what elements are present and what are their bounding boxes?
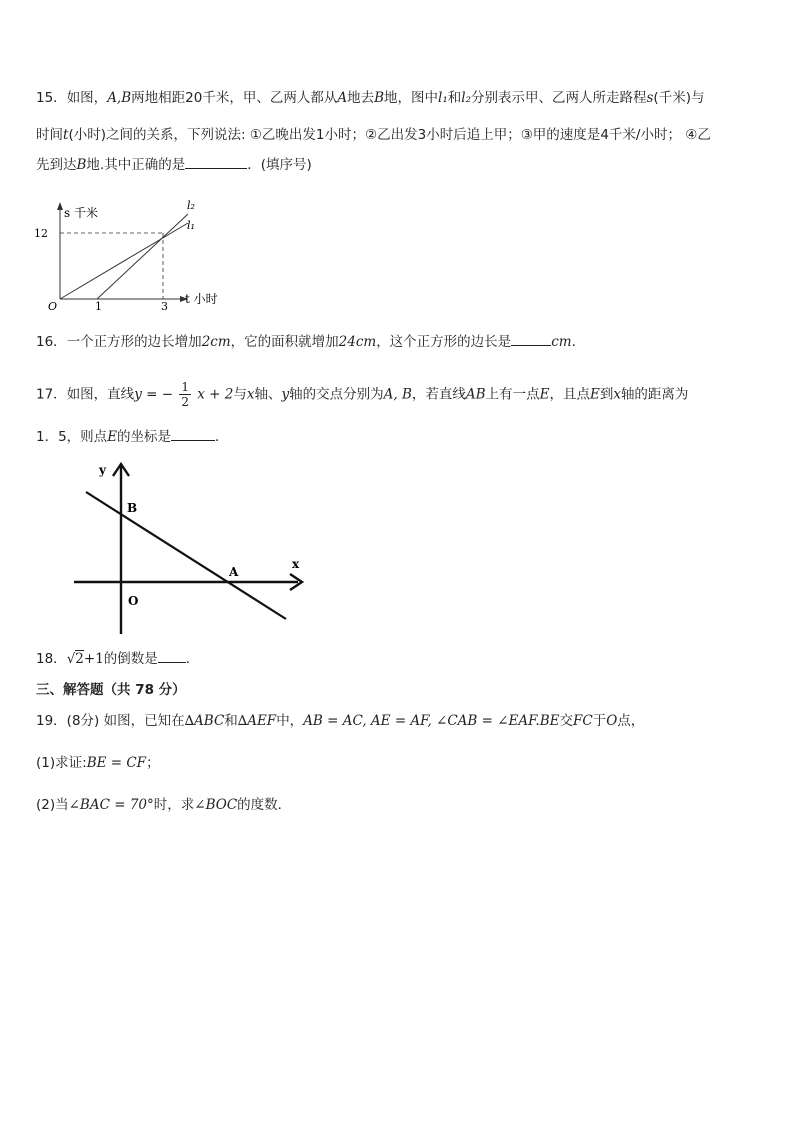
origin-label: O xyxy=(128,594,139,608)
line-l2 xyxy=(97,214,188,299)
question-number: 16． xyxy=(36,334,67,350)
question-number: 18． xyxy=(36,651,67,667)
x-tick-3: 3 xyxy=(161,300,168,313)
q15-line-1: 15．如图，A,B两地相距20千米，甲、乙两人都从A地去B地，图中l₁和l₂分别表示甲、乙两人所走路程s(千米)与 xyxy=(36,90,705,106)
q18-line: 18．√2+1的倒数是 . xyxy=(36,651,191,667)
q17-line-2: 1．5，则点E的坐标是 ． xyxy=(36,429,229,445)
q19-part-2: (2)当∠BAC = 70°时，求∠BOC的度数． xyxy=(36,797,292,813)
x-tick-1: 1 xyxy=(95,300,102,313)
radicand: 2 xyxy=(75,651,84,667)
section-heading: 三、解答题（共 78 分） xyxy=(36,682,186,698)
q16-line: 16．一个正方形的边长增加2cm，它的面积就增加24cm，这个正方形的边长是 cm． xyxy=(36,334,586,350)
point-B-label: B xyxy=(127,501,138,515)
line-l1 xyxy=(60,223,188,299)
answer-blank xyxy=(511,333,551,346)
point-A-label: A xyxy=(229,565,239,579)
x-axis-label: t 小时 xyxy=(185,292,218,306)
y-axis-arrow xyxy=(57,202,63,210)
l2-label: l₂ xyxy=(187,199,195,212)
y-tick-12: 12 xyxy=(34,227,48,240)
line-AB xyxy=(86,492,286,619)
q15-line-2: 时间t(小时)之间的关系，下列说法: ①乙晚出发1小时；②乙出发3小时后追上甲；③甲的速度是4千米/小时； ④乙 xyxy=(36,127,711,143)
question-number: 17． xyxy=(36,386,67,403)
l1-label: l₁ xyxy=(187,219,195,232)
q19-part-1: (1)求证:BE = CF； xyxy=(36,755,160,771)
origin-label: O xyxy=(48,300,58,313)
y-axis-label: y xyxy=(99,463,106,477)
sqrt-sign: √ xyxy=(66,651,76,667)
question-number: 15． xyxy=(36,90,67,106)
answer-blank xyxy=(185,156,247,169)
q17-line-1: 17．如图，直线y = − $\frac{1}{2}$ x + 2与x轴、y轴的交点分别为A, B，若直线AB上有一点E，且点E到x轴的距离为 xyxy=(36,380,689,409)
y-axis-label: s 千米 xyxy=(64,206,98,220)
q15-line-3: 先到达B地.其中正确的是 ．(填序号) xyxy=(36,157,312,173)
q17-line-graph xyxy=(66,458,316,640)
answer-blank xyxy=(171,428,215,441)
q15-distance-time-graph xyxy=(30,196,250,314)
x-axis-label: x xyxy=(292,557,300,571)
fraction: $\frac{1}{2}$ xyxy=(181,380,189,409)
q19-line-1: 19．(8分) 如图，已知在∆ABC和∆AEF中，AB = AC, AE = AF, ∠CAB = ∠EAF.BE交FC于O点， xyxy=(36,713,645,729)
answer-blank xyxy=(158,650,186,663)
